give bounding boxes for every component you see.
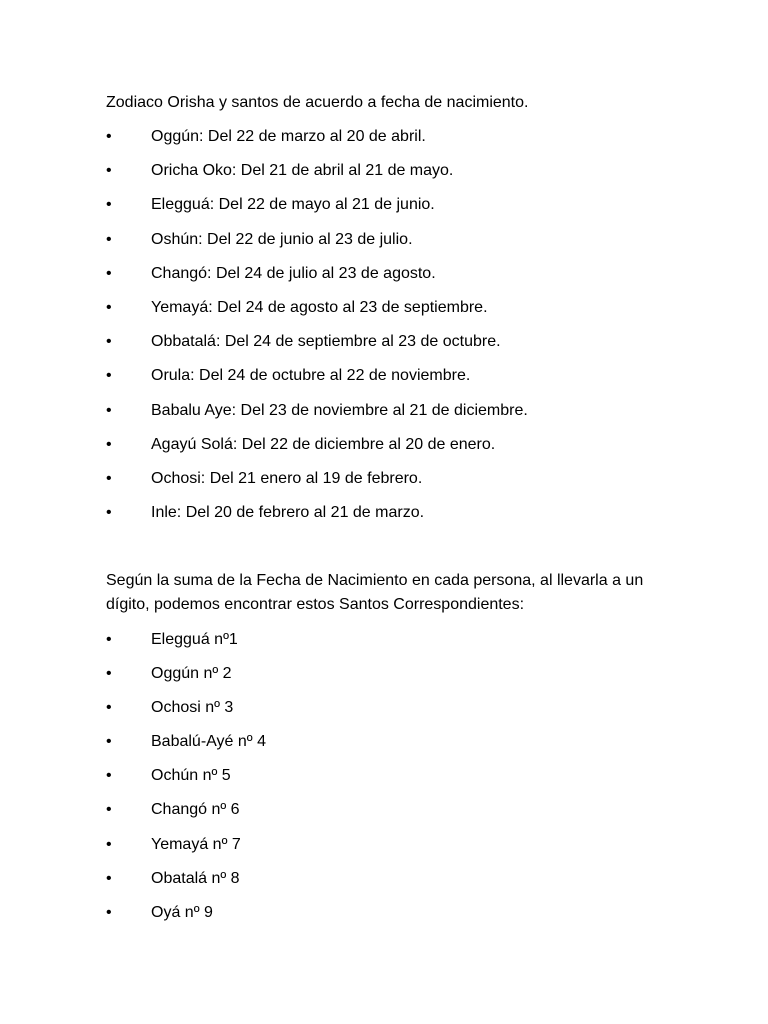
list-item — [106, 833, 666, 867]
list-item — [106, 696, 666, 730]
list-item-text: Oggún nº 2 — [151, 665, 232, 683]
bullet: • — [106, 128, 112, 145]
bullet: • — [106, 801, 112, 819]
list-item-text: Yemayá: Del 24 de agosto al 23 de septiembre. — [151, 298, 488, 316]
list-item-text: Agayú Solá: Del 22 de diciembre al 20 de enero. — [151, 435, 496, 453]
list-item — [106, 399, 666, 433]
list-item-text: Changó nº 6 — [151, 801, 240, 819]
list-item — [106, 467, 666, 501]
list-item — [106, 730, 666, 764]
list-item-text: Oggún: Del 22 de marzo al 20 de abril. — [151, 128, 426, 145]
list-item — [106, 433, 666, 467]
list-item-text: Orula: Del 24 de octubre al 22 de noviembre. — [151, 367, 471, 385]
number-list — [106, 628, 666, 935]
list-item-text: Oyá nº 9 — [151, 903, 213, 921]
list-item-text: Elegguá nº1 — [151, 631, 238, 648]
list-item — [106, 125, 666, 159]
list-item — [106, 901, 666, 935]
bullet: • — [106, 333, 112, 351]
list-item — [106, 228, 666, 262]
list-item-text: Obatalá nº 8 — [151, 869, 240, 887]
list-item-text: Ochosi nº 3 — [151, 699, 234, 717]
list-item — [106, 501, 666, 535]
list-item-text: Yemayá nº 7 — [151, 835, 241, 853]
list-item — [106, 296, 666, 330]
list-item — [106, 764, 666, 798]
bullet: • — [106, 631, 112, 648]
bullet: • — [106, 869, 112, 887]
list-item — [106, 364, 666, 398]
list-item-text: Elegguá: Del 22 de mayo al 21 de junio. — [151, 196, 435, 214]
bullet: • — [106, 298, 112, 316]
list-item — [106, 159, 666, 193]
list-item-text: Ochosi: Del 21 enero al 19 de febrero. — [151, 469, 423, 487]
list-item — [106, 262, 666, 296]
list-item — [106, 330, 666, 364]
zodiac-list — [106, 125, 666, 535]
list-item — [106, 798, 666, 832]
list-item — [106, 628, 666, 662]
bullet: • — [106, 835, 112, 853]
bullet: • — [106, 767, 112, 785]
bullet: • — [106, 469, 112, 487]
list-item — [106, 662, 666, 696]
list-item-text: Changó: Del 24 de julio al 23 de agosto. — [151, 264, 436, 282]
bullet: • — [106, 230, 112, 248]
list-item-text: Inle: Del 20 de febrero al 21 de marzo. — [151, 504, 425, 522]
list-item-text: Babalú-Ayé nº 4 — [151, 733, 266, 751]
list-item-text: Obbatalá: Del 24 de septiembre al 23 de octubre. — [151, 333, 501, 351]
bullet: • — [106, 264, 112, 282]
bullet: • — [106, 196, 112, 214]
list-item-text: Oshún: Del 22 de junio al 23 de julio. — [151, 230, 413, 248]
list-item — [106, 193, 666, 227]
bullet: • — [106, 733, 112, 751]
number-intro-paragraph: Según la suma de la Fecha de Nacimiento en cada persona, al llevarla a un dígito, podemos encontrar estos Santos Correspondientes: — [106, 572, 644, 613]
bullet: • — [106, 699, 112, 717]
intro-paragraph: Zodiaco Orisha y santos de acuerdo a fecha de nacimiento. — [106, 94, 529, 111]
bullet: • — [106, 504, 112, 522]
bullet: • — [106, 401, 112, 419]
list-item-text: Babalu Aye: Del 23 de noviembre al 21 de diciembre. — [151, 401, 528, 419]
list-item-text: Ochún nº 5 — [151, 767, 231, 785]
bullet: • — [106, 903, 112, 921]
bullet: • — [106, 162, 112, 180]
list-item — [106, 867, 666, 901]
bullet: • — [106, 435, 112, 453]
bullet: • — [106, 665, 112, 683]
list-item-text: Oricha Oko: Del 21 de abril al 21 de mayo. — [151, 162, 454, 180]
bullet: • — [106, 367, 112, 385]
